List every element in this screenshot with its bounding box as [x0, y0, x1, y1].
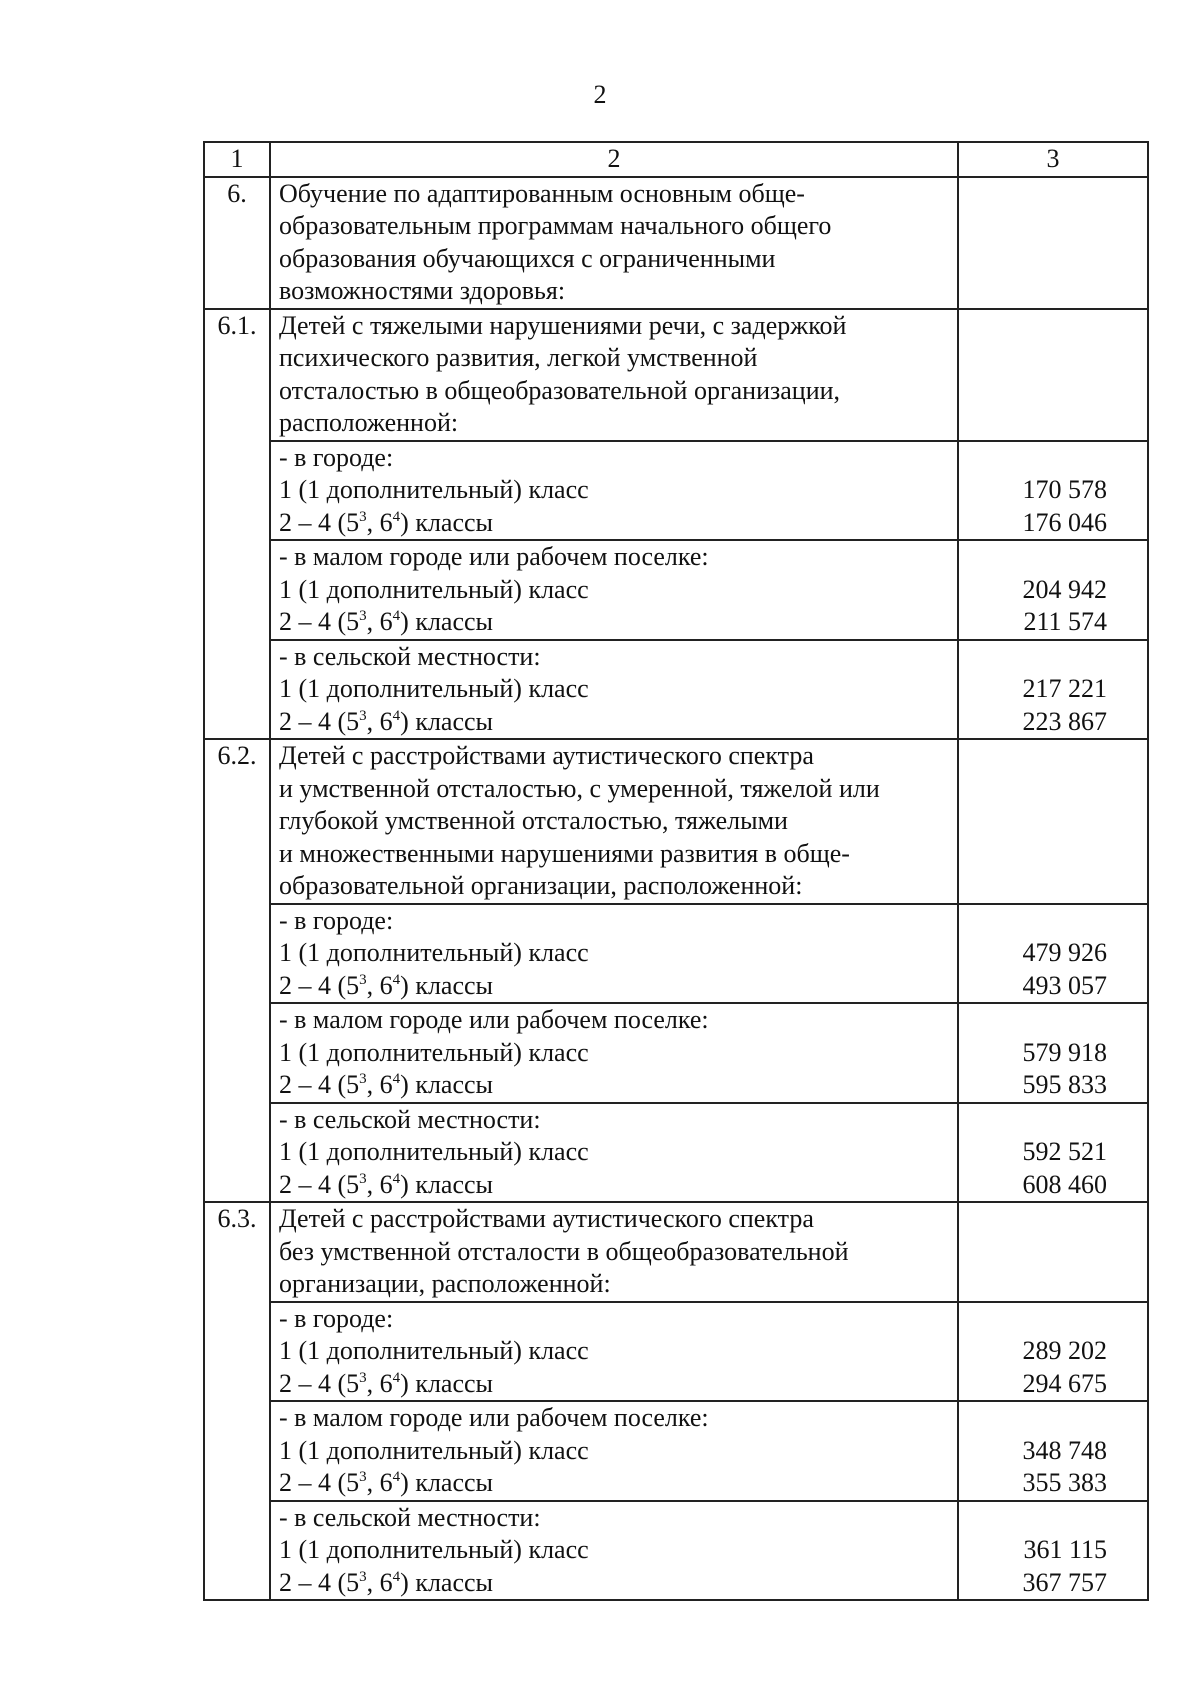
- grade-1-value: 170 578: [1022, 475, 1107, 504]
- location-group-labels: [270, 1302, 958, 1402]
- spacer-line: [959, 541, 1107, 574]
- grades-label-text: , 6: [366, 607, 393, 636]
- grades-2-4-value: 367 757: [1022, 1567, 1107, 1597]
- grades-label-text: 2 – 4 (5: [279, 1468, 360, 1497]
- location-group-row: [204, 640, 1148, 740]
- grades-label-text: 2 – 4 (5: [279, 970, 360, 1000]
- grade-1-value: 348 748: [1022, 1435, 1107, 1465]
- section-value-empty: [958, 309, 1148, 441]
- location-group-values: [958, 540, 1148, 640]
- grades-2-4-label: [279, 507, 949, 540]
- page-number: 2: [593, 80, 607, 109]
- grades-2-4-label: [279, 606, 949, 639]
- grades-label-text: 2 – 4 (5: [279, 706, 360, 736]
- grade-1-label: 1 (1 дополнительный) класс: [279, 674, 589, 703]
- footnote-ref: 3: [359, 707, 367, 724]
- grades-label-text: ) классы: [400, 1169, 494, 1199]
- location-group-row: [204, 904, 1148, 1004]
- spacer-line: [959, 1104, 1107, 1137]
- grades-label-text: ) классы: [400, 706, 494, 736]
- location-group-labels: [270, 1401, 958, 1501]
- footnote-ref: 4: [392, 1369, 401, 1386]
- spacer-line: [959, 442, 1107, 475]
- spacer-line: [959, 1502, 1107, 1535]
- section-title-line: и множественными нарушениями развития в обще-: [279, 838, 850, 868]
- footnote-ref: 3: [359, 1568, 367, 1585]
- section-title-line: образовательным программам начального общего: [279, 211, 832, 240]
- grades-2-4-label: [279, 970, 949, 1003]
- section-value-empty: [958, 177, 1148, 309]
- grade-1-label: 1 (1 дополнительный) класс: [279, 1435, 589, 1465]
- header-col-3: 3: [958, 142, 1148, 177]
- section-title-row: [204, 309, 1148, 441]
- grade-1-value: 592 521: [1022, 1137, 1107, 1166]
- location-label: - в городе:: [279, 905, 394, 935]
- spacer-line: [959, 641, 1107, 674]
- section-number: 6.: [204, 177, 270, 309]
- location-group-row: [204, 1501, 1148, 1601]
- grades-label-text: ) классы: [400, 970, 494, 1000]
- section-title: [270, 309, 958, 441]
- section-number: 6.3.: [204, 1202, 270, 1600]
- grades-2-4-label: [279, 1467, 949, 1500]
- header-col-1: 1: [204, 142, 270, 177]
- header-row: [204, 142, 1148, 177]
- location-group-row: [204, 1401, 1148, 1501]
- location-label: - в малом городе или рабочем поселке:: [279, 1403, 709, 1432]
- location-group-values: [958, 904, 1148, 1004]
- grades-label-text: , 6: [366, 1070, 393, 1099]
- footnote-ref: 3: [359, 1469, 367, 1485]
- grades-2-4-value: 608 460: [1022, 1169, 1107, 1199]
- grades-2-4-value: 223 867: [1022, 706, 1107, 736]
- grade-1-label: 1 (1 дополнительный) класс: [279, 1137, 589, 1166]
- grade-1-value: 289 202: [1022, 1336, 1107, 1365]
- location-label: - в малом городе или рабочем поселке:: [279, 1005, 709, 1034]
- header-col-2: 2: [270, 142, 958, 177]
- grade-1-label: 1 (1 дополнительный) класс: [279, 938, 589, 967]
- footnote-ref: 3: [359, 1170, 367, 1187]
- spacer-line: [959, 905, 1107, 938]
- grades-label-text: ) классы: [400, 607, 494, 636]
- spacer-line: [959, 1004, 1107, 1037]
- location-group-values: [958, 1003, 1148, 1103]
- grade-1-label: 1 (1 дополнительный) класс: [279, 1037, 589, 1067]
- grades-label-text: 2 – 4 (5: [279, 1169, 360, 1199]
- section-number: 6.2.: [204, 739, 270, 1202]
- footnote-ref: 3: [359, 608, 367, 624]
- location-group-labels: [270, 1003, 958, 1103]
- section-title-line: без умственной отсталости в общеобразовательной: [279, 1236, 849, 1266]
- footnote-ref: 4: [392, 1071, 401, 1087]
- section-title-line: глубокой умственной отсталостью, тяжелыми: [279, 806, 788, 835]
- footnote-ref: 4: [392, 971, 401, 988]
- footnote-ref: 4: [392, 1170, 401, 1187]
- grade-1-value: 479 926: [1022, 938, 1107, 967]
- location-group-labels: [270, 640, 958, 740]
- section-title-row: [204, 1202, 1148, 1302]
- grade-1-value: 217 221: [1022, 674, 1107, 703]
- grades-label-text: , 6: [366, 1368, 393, 1398]
- spacer-line: [959, 1303, 1107, 1336]
- section-title-line: образовательной организации, расположенной:: [279, 871, 803, 900]
- grades-label-text: , 6: [366, 1169, 393, 1199]
- location-label: - в сельской местности:: [279, 1104, 541, 1134]
- section-title-line: и умственной отсталостью, с умеренной, тяжелой или: [279, 773, 880, 803]
- location-label: - в городе:: [279, 1303, 394, 1333]
- section-title-line: отсталостью в общеобразовательной организации,: [279, 375, 841, 405]
- section-number: 6.1.: [204, 309, 270, 740]
- section-title-line: возможностями здоровья:: [279, 276, 566, 305]
- location-group-values: [958, 441, 1148, 541]
- location-group-values: [958, 1401, 1148, 1501]
- grade-1-value: 579 918: [1022, 1037, 1107, 1067]
- grades-2-4-value: 493 057: [1022, 970, 1107, 1000]
- footnote-ref: 3: [359, 1369, 367, 1386]
- location-group-values: [958, 1103, 1148, 1203]
- footnote-ref: 3: [359, 508, 367, 525]
- grades-2-4-value: 176 046: [1022, 507, 1107, 537]
- location-group-values: [958, 640, 1148, 740]
- grades-2-4-value: 355 383: [1022, 1468, 1107, 1497]
- section-title: [270, 1202, 958, 1302]
- footnote-ref: 4: [392, 707, 401, 724]
- grades-2-4-value: 211 574: [1023, 607, 1107, 636]
- section-title-row: [204, 177, 1148, 309]
- grades-label-text: ) классы: [400, 1368, 494, 1398]
- location-label: - в сельской местности:: [279, 641, 541, 671]
- section-title-line: психического развития, легкой умственной: [279, 343, 758, 372]
- location-label: - в сельской местности:: [279, 1502, 541, 1532]
- location-group-values: [958, 1302, 1148, 1402]
- footnote-ref: 4: [392, 1568, 401, 1585]
- location-label: - в городе:: [279, 442, 394, 472]
- grades-label-text: ) классы: [400, 1468, 494, 1497]
- grades-label-text: ) классы: [400, 1567, 494, 1597]
- section-title: [270, 177, 958, 309]
- grade-1-value: 204 942: [1022, 574, 1107, 604]
- section-value-empty: [958, 1202, 1148, 1302]
- spacer-line: [959, 1402, 1107, 1435]
- grades-2-4-label: [279, 1069, 949, 1102]
- footnote-ref: 3: [359, 1071, 367, 1087]
- grade-1-label: 1 (1 дополнительный) класс: [279, 1535, 589, 1564]
- location-label: - в малом городе или рабочем поселке:: [279, 542, 709, 571]
- grades-label-text: 2 – 4 (5: [279, 1567, 360, 1597]
- section-title-row: [204, 739, 1148, 904]
- location-group-values: [958, 1501, 1148, 1601]
- footnote-ref: 4: [392, 608, 401, 624]
- location-group-labels: [270, 441, 958, 541]
- grades-label-text: 2 – 4 (5: [279, 607, 360, 636]
- grade-1-label: 1 (1 дополнительный) класс: [279, 1336, 589, 1365]
- grade-1-label: 1 (1 дополнительный) класс: [279, 475, 589, 504]
- grades-label-text: , 6: [366, 1468, 393, 1497]
- location-group-labels: [270, 540, 958, 640]
- grades-label-text: , 6: [366, 970, 393, 1000]
- location-group-row: [204, 1003, 1148, 1103]
- footnote-ref: 4: [392, 508, 401, 525]
- location-group-row: [204, 1302, 1148, 1402]
- location-group-labels: [270, 1103, 958, 1203]
- grades-2-4-value: 595 833: [1022, 1070, 1107, 1099]
- section-title-line: расположенной:: [279, 408, 459, 437]
- grades-label-text: , 6: [366, 1567, 393, 1597]
- grade-1-label: 1 (1 дополнительный) класс: [279, 574, 589, 604]
- grades-2-4-label: [279, 1169, 949, 1202]
- location-group-row: [204, 1103, 1148, 1203]
- section-title-line: Детей с тяжелыми нарушениями речи, с задержкой: [279, 310, 847, 340]
- tariff-table: [203, 141, 1149, 1601]
- section-title: [270, 739, 958, 904]
- grades-label-text: 2 – 4 (5: [279, 507, 360, 537]
- grade-1-value: 361 115: [1023, 1535, 1107, 1564]
- section-title-line: образования обучающихся с ограниченными: [279, 243, 776, 273]
- grades-2-4-value: 294 675: [1022, 1368, 1107, 1398]
- section-title-line: Обучение по адаптированным основным обще-: [279, 178, 805, 208]
- location-group-labels: [270, 904, 958, 1004]
- grades-2-4-label: [279, 1368, 949, 1401]
- grades-label-text: ) классы: [400, 507, 494, 537]
- grades-2-4-label: [279, 706, 949, 739]
- grades-2-4-label: [279, 1567, 949, 1600]
- section-title-line: Детей с расстройствами аутистического спектра: [279, 741, 814, 770]
- location-group-row: [204, 441, 1148, 541]
- grades-label-text: , 6: [366, 706, 393, 736]
- footnote-ref: 4: [392, 1469, 401, 1485]
- grades-label-text: ) классы: [400, 1070, 494, 1099]
- location-group-row: [204, 540, 1148, 640]
- grades-label-text: , 6: [366, 507, 393, 537]
- grades-label-text: 2 – 4 (5: [279, 1368, 360, 1398]
- section-title-line: Детей с расстройствами аутистического спектра: [279, 1204, 814, 1233]
- grades-label-text: 2 – 4 (5: [279, 1070, 360, 1099]
- footnote-ref: 3: [359, 971, 367, 988]
- location-group-labels: [270, 1501, 958, 1601]
- section-value-empty: [958, 739, 1148, 904]
- section-title-line: организации, расположенной:: [279, 1269, 611, 1298]
